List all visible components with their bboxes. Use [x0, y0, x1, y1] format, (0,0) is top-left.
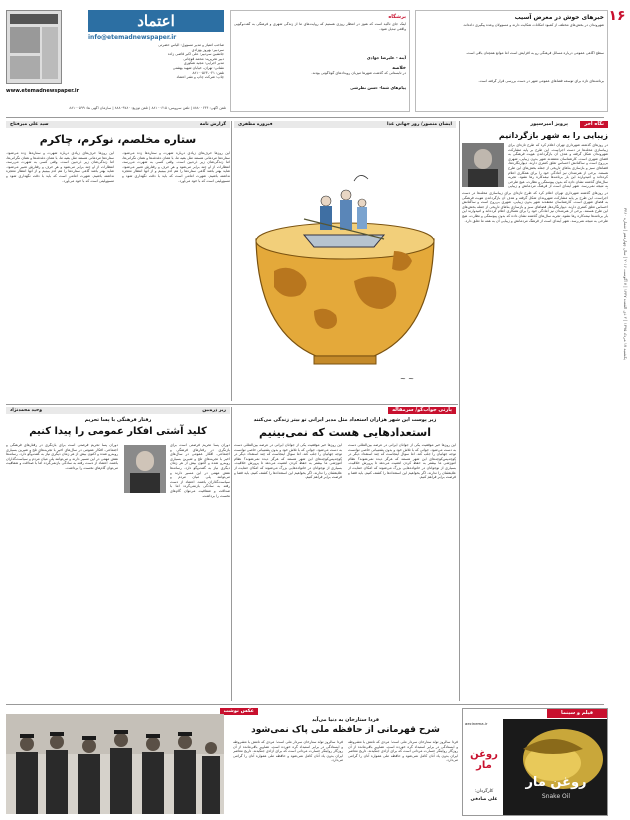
sidebar-body: در روزهای گذشته شهرداری تهران اعلام کرد که طرح تازه‌ای برای زیباسازی محله‌ها در دست اجراست. این طرح بر پایه مشارکت شهروندان شکل گرفته و هدف آن بازگرداندن هویت فرهنگی به فضای شهری است. کارشناسان معتقدند شهر بدون زیبایی، شهری بی‌روح است و ساکنانش احساس تعلق کمتری دارند. دیوارنگاره‌ها، فضاهای سبز و بازسازی بناهای تاریخی از جمله بخش‌های این طرح هستند. برخی از هنرمندان نیز آمادگی خود را برای همکاری اعلام کرده‌اند و امیدوارند این بار برنامه‌ها نیمه‌کاره رها نشود. تجربه سال‌های گذشته نشان داده که بدون پیوستگی و نظارت، هیچ طرحی به نتیجه نمی‌رسد. شهر آینه‌ای است از فرهنگ مردمانش و زیبایی	[508, 143, 608, 189]
ad-title: روغن مار	[525, 775, 587, 790]
author-photo	[462, 143, 504, 187]
column-author: سید علی میرفتاح	[10, 122, 49, 127]
middle-box-sub-kicker: خلاصه	[392, 66, 406, 71]
page-number: ۱۶	[608, 8, 626, 24]
footer-line: تلفن آگهی: ۸۸۸۰۰۶۴۴ | تلفن سرویس: ۸۸۱۰۰۶۱۵ | تلفن توزیع: ۸۸۸۰۹۷۸۰ | سازمان آگهی ها: ۸۸۱۰۰۵۹۹	[69, 106, 226, 110]
column-body-cont: این روزها حرف‌های زیادی درباره شهرت و ستاره‌ها زده می‌شود. ستاره‌ها مردمانی هستند مثل بقیه ما، با همان دغدغه‌ها و همان نگرانی‌ها، اما زندگی‌شان زیر ذره‌بین است. وقتی کسی به شهرت می‌رسد، انتظارات از او چند برابر می‌شود و هر حرف و رفتارش تعبیر می‌شود. شاید بهتر باشد گاهی ستاره‌ها را هم آدم ببینیم و از آنها انتظار معجزه نداشته باشیم. شهرت امانتی است که باید با دقت نگهداری شود و مسوولیتی است که با خود می‌آورد.	[6, 151, 114, 183]
sidebar-article	[462, 121, 608, 701]
sidebar-kicker: نگاه آخر	[580, 121, 608, 128]
opinion-headline: کلید آشتی افکار عمومی را پیدا کنیم	[29, 426, 207, 437]
staff-line: چاپ: شرکت چاپ و نشر اعتماد	[176, 75, 224, 80]
date-line: یکشنبه ۱۷ مرداد ۱۳۹۵ | ۲ ذی القعده ۱۴۳۷ | ۷ آگوست ۲۰۱۶ | سال چهاردهم | شماره ۳۴۶۰	[623, 208, 628, 360]
opinion-article	[6, 407, 230, 701]
ad-poster	[503, 719, 608, 815]
opinion-kicker2: زیر ذره‌بین	[202, 408, 226, 413]
top-news	[415, 10, 608, 112]
website[interactable]: www.etemadnewspaper.ir	[6, 88, 80, 94]
staff-line: جانشین سردبیر: علی اکبر قاضی زاده	[167, 52, 224, 57]
newspaper-thumbnail	[6, 10, 62, 84]
editorial-headline-top: زیر پوست این شهر هزاران استعداد مثل مدیر ایرانی تو بیتر زندگی می‌کنند	[253, 417, 437, 423]
staff-line: دبیر تحریریه: محمد قوچانی	[183, 56, 224, 61]
top-news-item: شهروندان در بخش‌های مختلف از کمبود امکانات شکایت دارند و مسوولان وعده پیگیری داده‌اند.	[462, 23, 604, 27]
ad-credit-label: کارگردان:	[474, 789, 494, 794]
middle-box-byline: آینه - علیرضا جوادی	[366, 55, 406, 60]
middle-box-text: اینک جای تاکید است که هنوز در انتظار روزی هستیم که روایت‌های ما از زندگی شهری و فرهنگی به گفت‌وگویی واقعی تبدیل شود.	[234, 22, 406, 31]
historical-photo	[6, 714, 224, 814]
author-photo	[124, 445, 166, 493]
sidebar-title: زیبایی را به شهر بازگردانیم	[498, 131, 608, 140]
ad-credit-name: علی صادقی	[470, 797, 498, 802]
column-title: ستاره مخلصم، نوکرم، چاکرم	[39, 133, 197, 146]
editorial-body: این روزها خبر موفقیت یکی از جوانان ایرانی در عرصه بین‌المللی دست به دست می‌شود. جوانی که با تلاش خود و بدون پشتیبانی خاصی توانست توجه جهانیان را جلب کند. اما سوال اینجاست که چند استعداد دیگر در کوچه‌پس‌کوچه‌های این شهر هستند که هرگز دیده نمی‌شوند؟ نظام آموزشی ما بیشتر به حفظ کردن اهمیت می‌دهد تا پرورش خلاقیت. بسیاری از نوجوانان در خانواده‌هایی بزرگ می‌شوند که امکان حمایت از علایقشان را ندارند. اگر بخواهیم این استعدادها را کشف کنیم، باید فضا و فرصت برابر فراهم کنیم.	[348, 443, 456, 480]
logo-block	[6, 10, 226, 106]
editorial-headline: استعدادهایی هست که نمی‌بینیم	[259, 426, 431, 439]
cartoon-image	[234, 131, 456, 397]
column-kicker: گزارش نامه	[199, 122, 226, 127]
top-news-title: خبرهای خوش در معرض آسیب	[514, 14, 604, 21]
staff-line: مدیر اجرایی: مجید شکوری	[183, 61, 224, 66]
opinion-body-cont: دوران پسا تحریم فرصتی است برای بازنگری در رفتارهای فرهنگی و اجتماعی. افکار عمومی در سال‌های اخیر با تجربه‌های تلخ و شیرین بسیاری روبه‌رو شده و اکنون بیش از هر زمان دیگری نیاز به گفت‌وگو دارد. رسانه‌ها نقش مهمی در این مسیر دارند و می‌توانند پلی میان مردم و سیاست‌گذاران باشند. اعتماد از دست رفته به سادگی بازنمی‌گردد اما با صداقت و شفافیت می‌توان گام‌های نخست را برداشت.	[6, 443, 118, 470]
feature-body: فردا سالروز تولد ستارخان سردار ملی است؛ مردی که نامش با مشروطه و ایستادگی در برابر استبداد گره خورده است. تصاویر باقی‌مانده از آن روزگار روایتگر جسارت مردانی است که برای آزادی جنگیدند. تاریخ معاصر ایران بدون یاد آنان کامل نمی‌شود و حافظه ملی همواره آنان را گرامی می‌دارد.	[348, 740, 458, 763]
logo: اعتماد	[88, 10, 224, 32]
middle-box-sub-byline: پیام‌های شما- حسن نظرشی	[350, 85, 406, 90]
column-body: این روزها حرف‌های زیادی درباره شهرت و ستاره‌ها زده می‌شود. ستاره‌ها مردمانی هستند مثل بقیه ما، با همان دغدغه‌ها و همان نگرانی‌ها، اما زندگی‌شان زیر ذره‌بین است. وقتی کسی به شهرت می‌رسد، انتظارات از او چند برابر می‌شود و هر حرف و رفتارش تعبیر می‌شود. شاید بهتر باشد گاهی ستاره‌ها را هم آدم ببینیم و از آنها انتظار معجزه نداشته باشیم. شهرت امانتی است که باید با دقت نگهداری شود و مسوولیتی است که با خود می‌آورد.	[122, 151, 230, 183]
staff-line: سردبیر: بهروز بهزادی	[191, 47, 224, 52]
sidebar-body-cont: در روزهای گذشته شهرداری تهران اعلام کرد که طرح تازه‌ای برای زیباسازی محله‌ها در دست اجراست. این طرح بر پایه مشارکت شهروندان شکل گرفته و هدف آن بازگرداندن هویت فرهنگی به فضای شهری است. کارشناسان معتقدند شهر بدون زیبایی، شهری بی‌روح است و ساکنانش احساس تعلق کمتری دارند. دیوارنگاره‌ها، فضاهای سبز و بازسازی بناهای تاریخی از جمله بخش‌های این طرح هستند. برخی از هنرمندان نیز آمادگی خود را برای همکاری اعلام کرده‌اند و امیدوارند این بار برنامه‌ها نیمه‌کاره رها نشود. تجربه سال‌های گذشته نشان داده که بدون پیوستگی و نظارت، هیچ طرحی به نتیجه نمی‌رسد. شهر آینه‌ای است از فرهنگ مردمانش و زیبایی آن به همه ما تعلق دارد.	[462, 191, 608, 223]
sidebar-author: پرویز امیرسپور	[530, 121, 568, 127]
editorial-kicker: پارتی جواب‌گو/ سرمقاله	[388, 407, 456, 414]
editorial-article	[234, 407, 456, 701]
staff-line: صاحب امتیاز و مدیر مسوول: الیاس حضرتی	[158, 43, 224, 47]
email[interactable]: info@etemadnewspaper.ir	[88, 34, 177, 41]
staff-list	[66, 43, 224, 80]
top-news-item: برنامه‌های تازه برای توسعه فضاهای عمومی شهر در دست بررسی قرار گرفته است.	[478, 79, 604, 83]
cartoon-artist: فیروزه مظفری	[238, 122, 273, 127]
column-article	[6, 121, 230, 401]
svg-text:~ ~: ~ ~	[400, 375, 414, 383]
middle-box-sub-text: در تابستانی که گذشت شهرها میزبان رویدادهای گوناگونی بودند.	[311, 71, 406, 75]
feature-body-cont: فردا سالروز تولد ستارخان سردار ملی است؛ مردی که نامش با مشروطه و ایستادگی در برابر استبداد گره خورده است. تصاویر باقی‌مانده از آن روزگار روایتگر جسارت مردانی است که برای آزادی جنگیدند. تاریخ معاصر ایران بدون یاد آنان کامل نمی‌شود و حافظه ملی همواره آنان را گرامی می‌دارد.	[233, 740, 343, 763]
editorial-body-cont: این روزها خبر موفقیت یکی از جوانان ایرانی در عرصه بین‌المللی دست به دست می‌شود. جوانی که با تلاش خود و بدون پشتیبانی خاصی توانست توجه جهانیان را جلب کند. اما سوال اینجاست که چند استعداد دیگر در کوچه‌پس‌کوچه‌های این شهر هستند که هرگز دیده نمی‌شوند؟ نظام آموزشی ما بیشتر به حفظ کردن اهمیت می‌دهد تا پرورش خلاقیت. بسیاری از نوجوانان در خانواده‌هایی بزرگ می‌شوند که امکان حمایت از علایقشان را ندارند. اگر بخواهیم این استعدادها را کشف کنیم، باید فضا و فرصت برابر فراهم کنیم.	[234, 443, 342, 480]
staff-line: تلفن: ۰۲۱-۸۸۱۰۰۵۶۴	[192, 70, 224, 75]
opinion-body: دوران پسا تحریم فرصتی است برای بازنگری در رفتارهای فرهنگی و اجتماعی. افکار عمومی در سال‌های اخیر با تجربه‌های تلخ و شیرین بسیاری روبه‌رو شده و اکنون بیش از هر زمان دیگری نیاز به گفت‌وگو دارد. رسانه‌ها نقش مهمی در این مسیر دارند و می‌توانند پلی میان مردم و سیاست‌گذاران باشند. اعتماد از دست رفته به سادگی بازنمی‌گردد اما با صداقت و شفافیت می‌توان گام‌های نخست را برداشت.	[170, 443, 230, 498]
feature-headline: شرح قهرمانی از حافظه ملی پاک نمی‌شود	[251, 725, 440, 735]
ad-header: فیلم و سینما	[547, 709, 607, 718]
ad-site[interactable]: aecinema.ir	[465, 721, 488, 726]
middle-box-kicker: برشگاه	[388, 14, 406, 20]
opinion-title-top: رفتار فرهنگی با پسا تحریم	[84, 417, 152, 423]
ad-subtitle: Snake Oil	[541, 793, 571, 800]
opinion-author: وحید محمدنژاد	[10, 408, 43, 413]
movie-ad[interactable]	[462, 708, 608, 816]
top-news-item: سطح آگاهی عمومی درباره مسائل فرهنگی رو به افزایش است اما موانع همچنان باقی است.	[465, 51, 604, 55]
cartoon-kicker: ایشان منصور/ روز جهانی غذا	[386, 122, 452, 127]
photo-feature	[6, 708, 458, 816]
middle-box	[230, 10, 410, 112]
feature-headline-top: فردا ستارخان به دنیا می‌آید	[312, 717, 379, 723]
ad-red-title: روغن مار	[470, 749, 498, 771]
feature-kicker: عکس نوشت	[220, 708, 258, 715]
cartoon-section	[234, 121, 456, 401]
staff-line: نشانی: تهران، خیابان شهید بهشتی	[172, 65, 224, 70]
